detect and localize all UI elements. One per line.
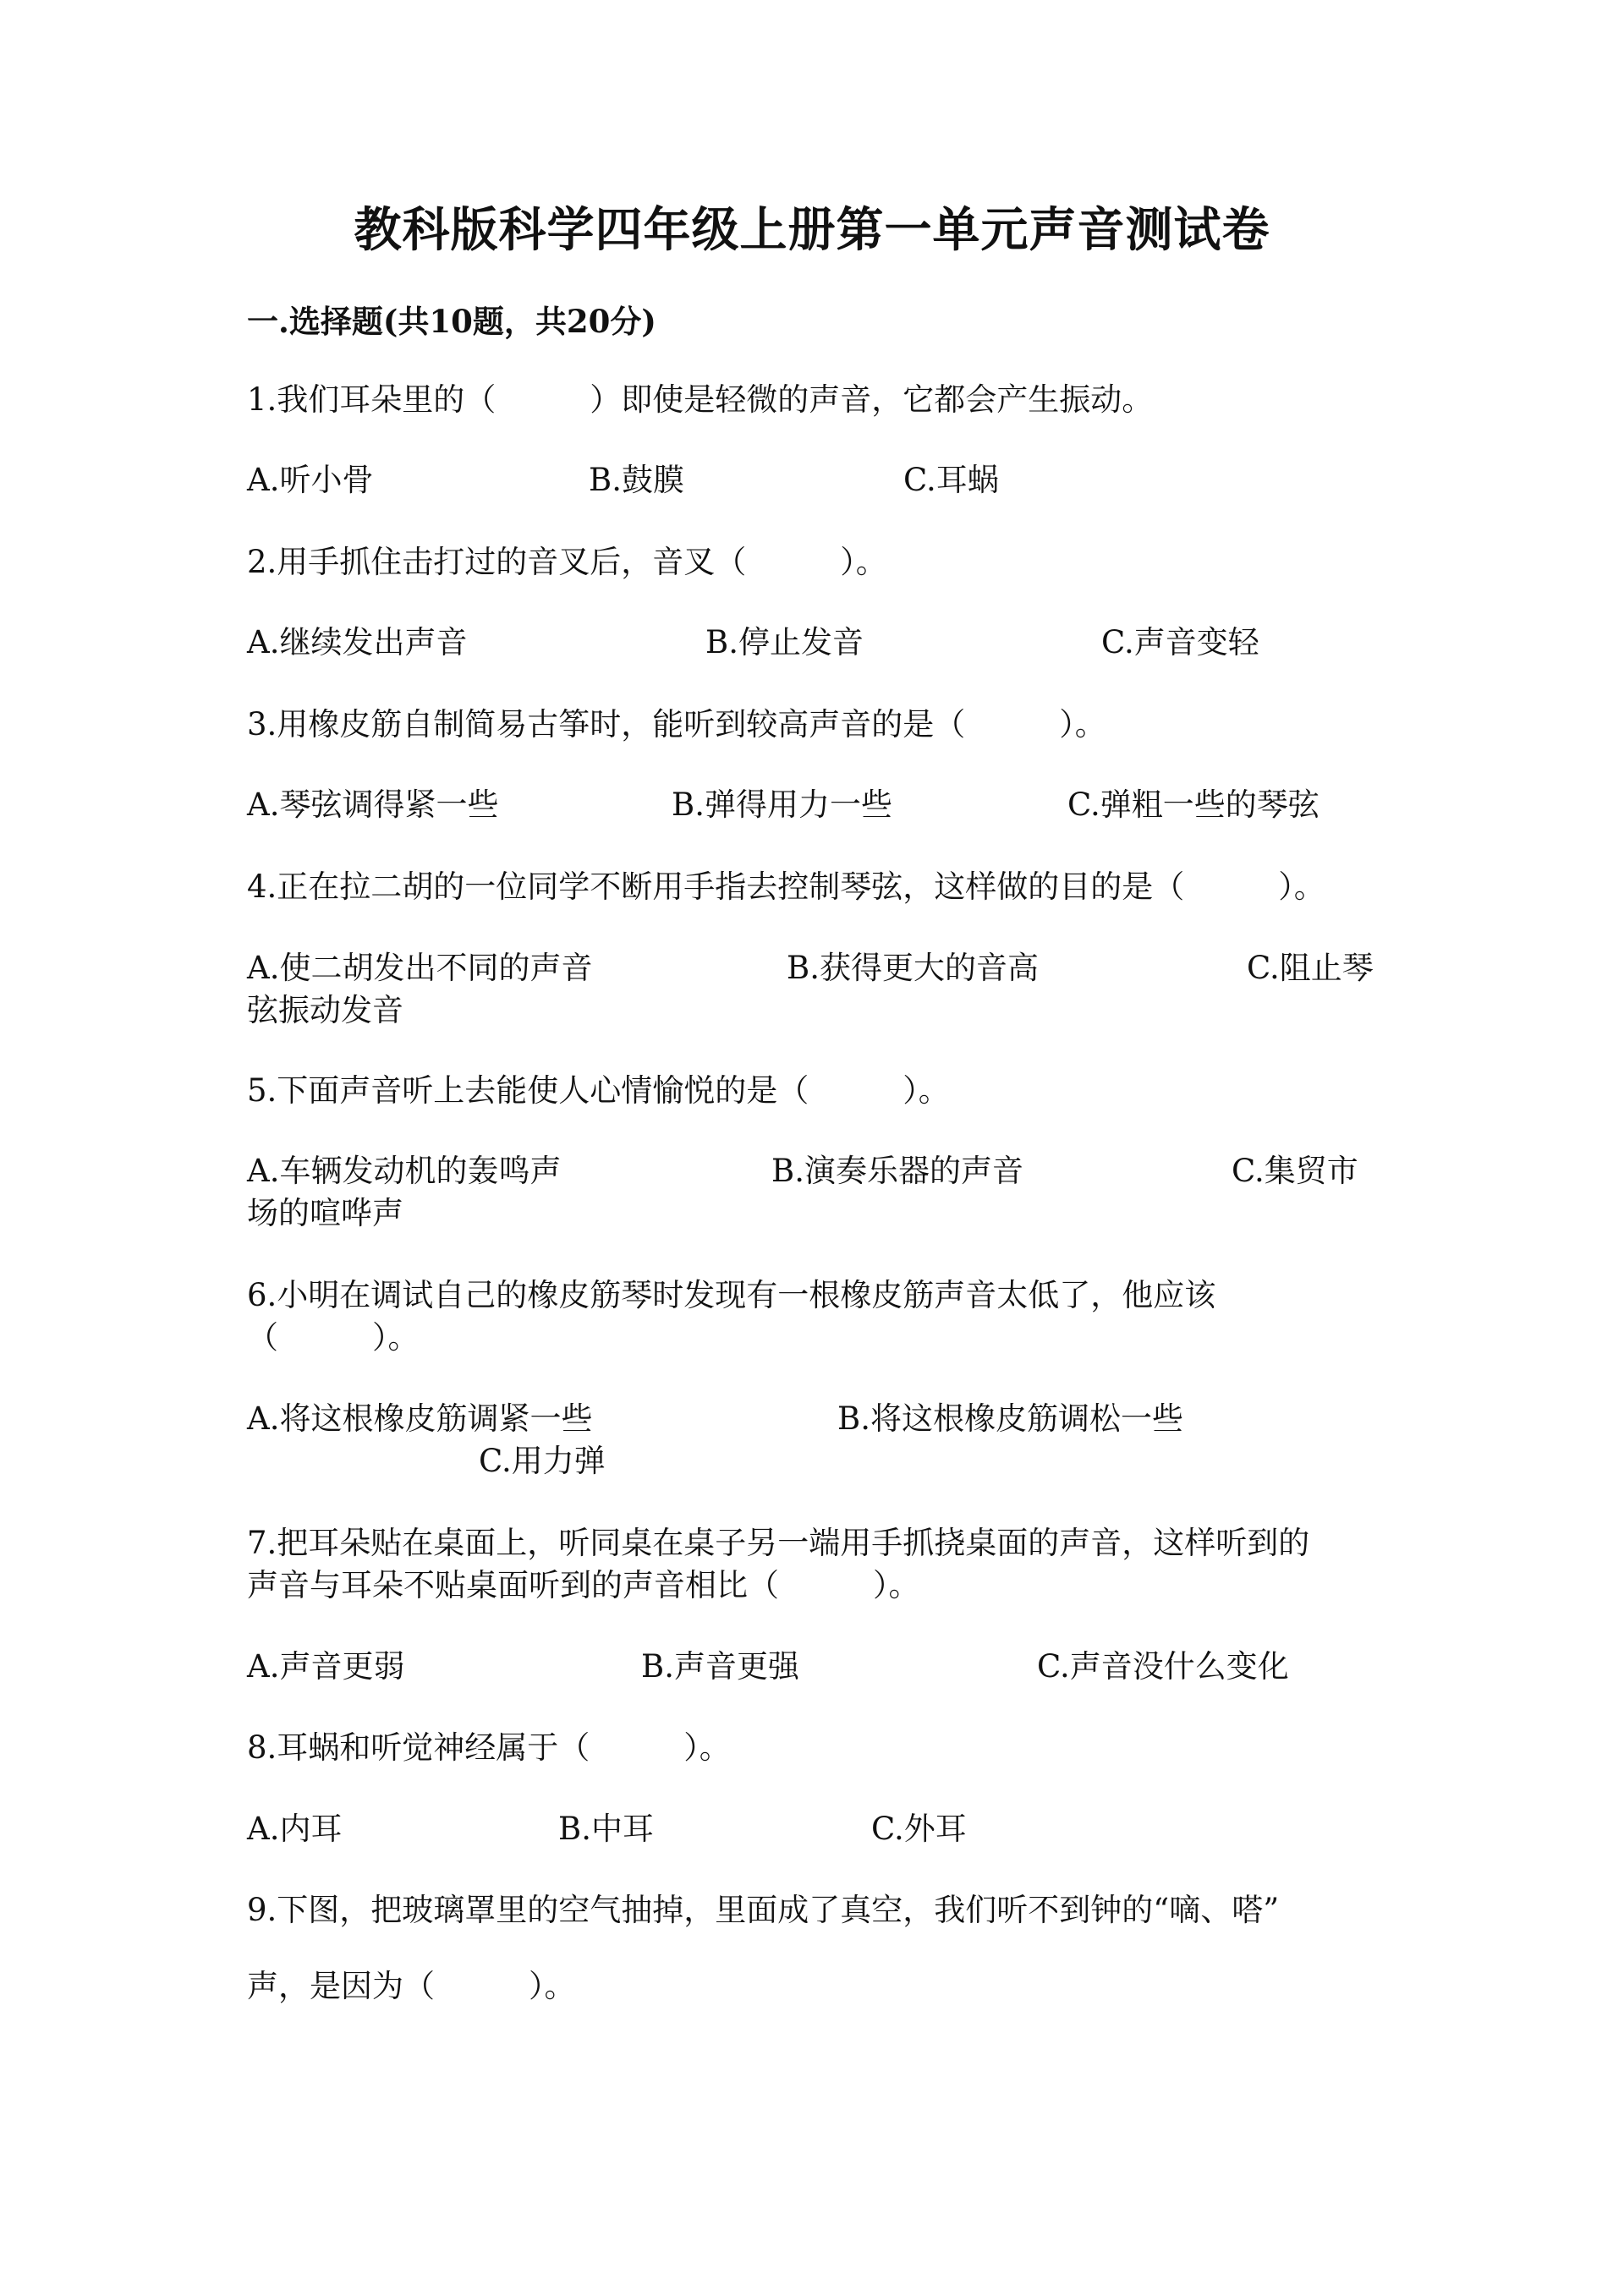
question-1-option-c: C.耳蜗 (903, 462, 999, 498)
question-1-text: 1.我们耳朵里的（ ）即使是轻微的声音，它都会产生振动。 (247, 381, 1154, 418)
question-9-text-line-1: 9.下图，把玻璃罩里的空气抽掉，里面成了真空，我们听不到钟的“嘀、嗒” (247, 1892, 1280, 1928)
question-3-option-b: B.弹得用力一些 (672, 786, 892, 823)
question-4-text: 4.正在拉二胡的一位同学不断用手指去控制琴弦，这样做的目的是（ ）。 (247, 869, 1325, 905)
question-5-text: 5.下面声音听上去能使人心情愉悦的是（ ）。 (247, 1072, 950, 1109)
question-2-option-b: B.停止发音 (705, 624, 864, 660)
question-6-option-c: C.用力弹 (479, 1443, 606, 1479)
question-2-option-c: C.声音变轻 (1101, 624, 1259, 660)
question-7-option-a: A.声音更弱 (247, 1648, 405, 1685)
question-8-option-c: C.外耳 (871, 1811, 967, 1847)
question-7-text-line-2: 声音与耳朵不贴桌面听到的声音相比（ ）。 (247, 1567, 920, 1603)
question-7-option-c: C.声音没什么变化 (1037, 1648, 1289, 1685)
question-6-text-line-1: 6.小明在调试自己的橡皮筋琴时发现有一根橡皮筋声音太低了，他应该 (247, 1277, 1216, 1313)
question-6-text-line-2: （ ）。 (247, 1319, 420, 1356)
question-5-option-a: A.车辆发动机的轰鸣声 (247, 1153, 562, 1189)
question-6-option-b: B.将这根橡皮筋调松一些 (837, 1400, 1183, 1437)
question-4-option-b: B.获得更大的音高 (787, 950, 1039, 986)
question-6-option-a: A.将这根橡皮筋调紧一些 (247, 1400, 593, 1437)
question-5-option-b: B.演奏乐器的声音 (771, 1153, 1023, 1189)
question-8-text: 8.耳蜗和听觉神经属于（ ）。 (247, 1729, 731, 1766)
section-heading: 一.选择题(共10题，共20分) (247, 303, 656, 340)
question-7-text-line-1: 7.把耳朵贴在桌面上，听同桌在桌子另一端用手抓挠桌面的声音，这样听到的 (247, 1525, 1310, 1561)
question-7-option-b: B.声音更强 (641, 1648, 799, 1685)
question-4-option-a: A.使二胡发出不同的声音 (247, 950, 593, 986)
question-3-text: 3.用橡皮筋自制简易古筝时，能听到较高声音的是（ ）。 (247, 706, 1106, 743)
question-1-option-b: B.鼓膜 (589, 462, 684, 498)
question-5-option-c: C.集贸市 (1232, 1153, 1358, 1189)
question-3-option-a: A.琴弦调得紧一些 (247, 786, 499, 823)
question-4-option-c-continued: 弦振动发音 (247, 992, 403, 1028)
question-9-text-line-2: 声，是因为（ ）。 (247, 1968, 576, 2004)
exam-title: 教科版科学四年级上册第一单元声音测试卷 (354, 202, 1270, 258)
question-8-option-a: A.内耳 (247, 1811, 343, 1847)
question-2-option-a: A.继续发出声音 (247, 624, 468, 660)
question-1-option-a: A.听小骨 (247, 462, 374, 498)
question-2-text: 2.用手抓住击打过的音叉后，音叉（ ）。 (247, 544, 887, 580)
question-3-option-c: C.弹粗一些的琴弦 (1067, 786, 1320, 823)
question-8-option-b: B.中耳 (558, 1811, 654, 1847)
question-5-option-c-continued: 场的喧哗声 (247, 1195, 403, 1231)
question-4-option-c: C.阻止琴 (1247, 950, 1374, 986)
